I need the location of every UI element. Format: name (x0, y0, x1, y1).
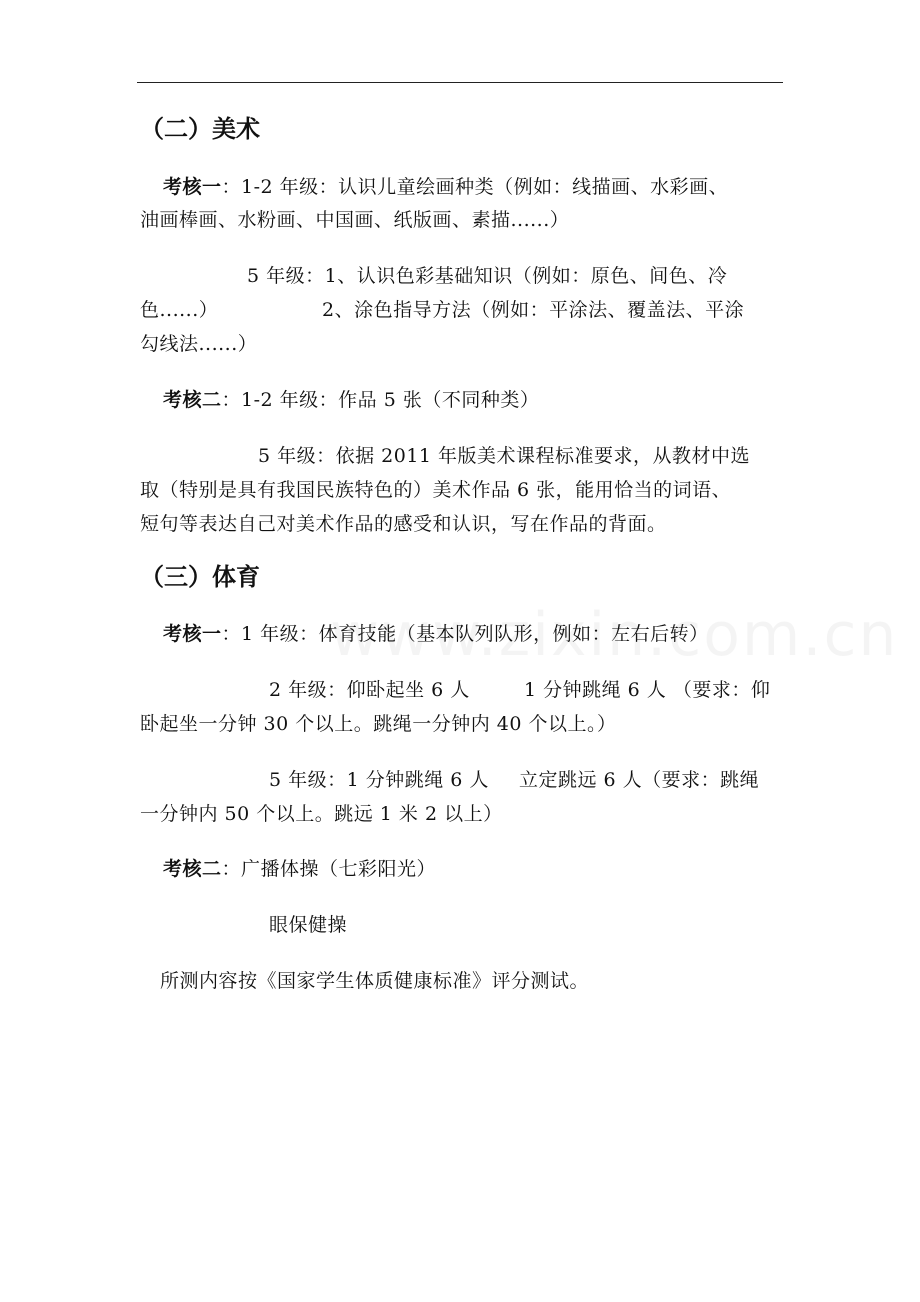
art-exam1-line1 (163, 175, 728, 199)
pe-exam1-label: 考核一 (163, 623, 222, 645)
art-exam1-text: ：1-2 年级：认识儿童绘画种类（例如：线描画、水彩画、 (221, 176, 729, 198)
section-heading-art: （二）美术 (140, 115, 260, 143)
art-exam1-grade5-line3: 勾线法......） (140, 333, 258, 355)
art-exam2-text: ：1-2 年级：作品 5 张（不同种类） (221, 389, 540, 411)
pe-exam1-grade5-line1a: 5 年级：1 分钟跳绳 6 人 (269, 769, 489, 791)
art-exam1-line2: 油画棒画、水粉画、中国画、纸版画、素描......） (140, 209, 570, 231)
art-exam1-grade5-line1: 5 年级：1、认识色彩基础知识（例如：原色、间色、冷 (247, 265, 728, 287)
pe-exam2-label: 考核二 (163, 858, 222, 880)
art-exam2-grade5-line1: 5 年级：依据 2011 年版美术课程标准要求，从教材中选 (258, 445, 751, 467)
pe-exam1-grade5-line2: 一分钟内 50 个以上。跳远 1 米 2 以上） (140, 803, 503, 825)
art-exam1-grade5-line2a: 色......） (140, 299, 219, 321)
pe-exam2-line1 (163, 857, 436, 881)
art-exam1-grade5-line2b: 2、涂色指导方法（例如：平涂法、覆盖法、平涂 (322, 299, 745, 321)
art-exam2-line1 (163, 388, 539, 412)
pe-exam1-line1 (163, 622, 709, 646)
art-exam2-label: 考核二 (163, 389, 222, 411)
pe-exam2-text: ：广播体操（七彩阳光） (221, 858, 437, 880)
art-exam1-label: 考核一 (163, 176, 222, 198)
header-rule (137, 82, 783, 83)
art-exam2-grade5-line2: 取（特别是具有我国民族特色的）美术作品 6 张，能用恰当的词语、 (140, 479, 732, 501)
pe-note: 所测内容按《国家学生体质健康标准》评分测试。 (160, 970, 590, 992)
pe-exam1-grade2-line2: 卧起坐一分钟 30 个以上。跳绳一分钟内 40 个以上。） (140, 713, 617, 735)
pe-exam1-text: ：1 年级：体育技能（基本队列队形，例如：左右后转） (221, 623, 709, 645)
art-exam2-grade5-line3: 短句等表达自己对美术作品的感受和认识，写在作品的背面。 (140, 513, 667, 535)
pe-exam2-line2: 眼保健操 (269, 914, 348, 936)
section-heading-pe: （三）体育 (140, 563, 260, 591)
pe-exam1-grade5-line1b: 立定跳远 6 人（要求：跳绳 (519, 769, 760, 791)
pe-exam1-grade2-line1a: 2 年级：仰卧起坐 6 人 (269, 679, 470, 701)
pe-exam1-grade2-line1b: 1 分钟跳绳 6 人 （要求：仰 (524, 679, 771, 701)
